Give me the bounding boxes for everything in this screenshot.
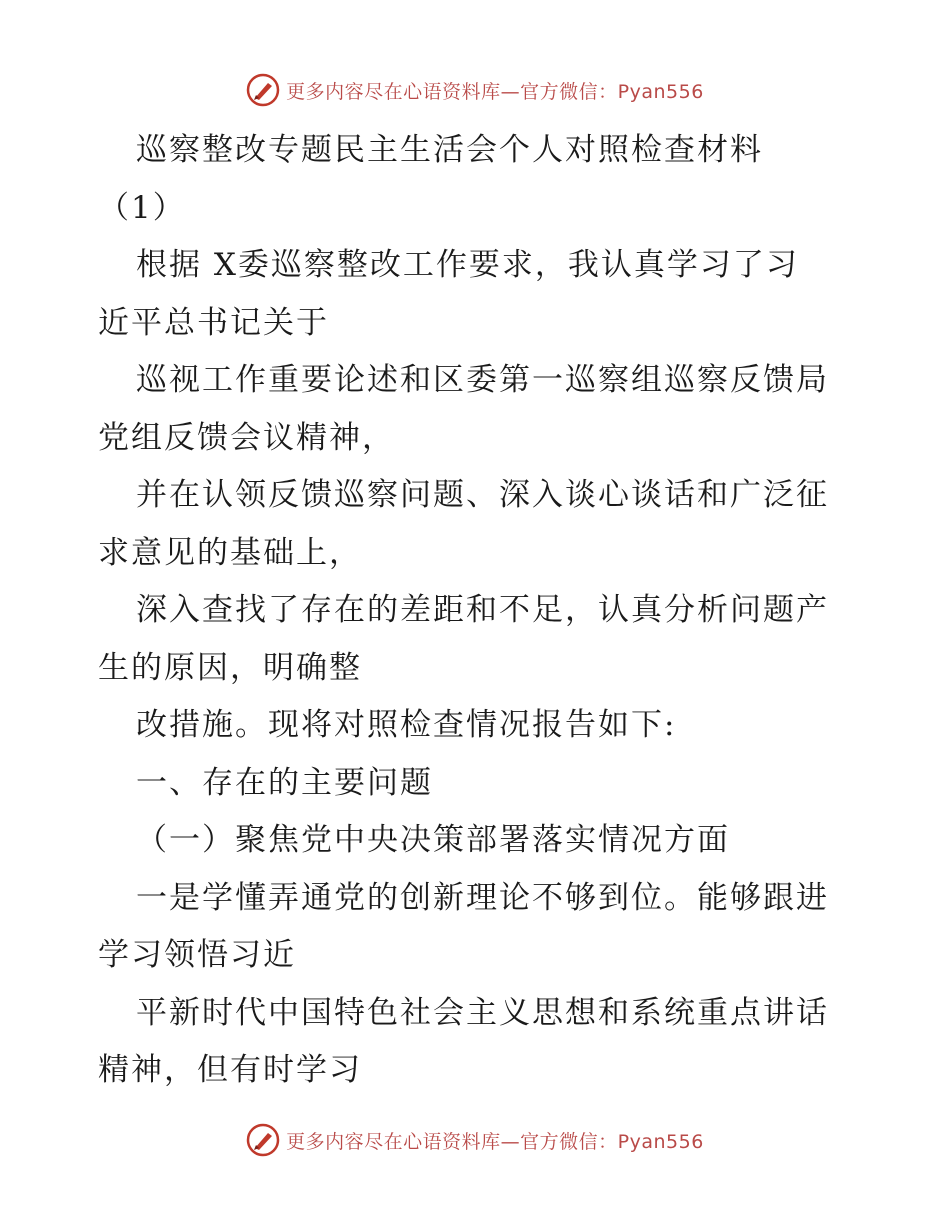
pen-logo-icon (246, 1123, 280, 1157)
pen-logo-icon (246, 73, 280, 107)
doc-line-16: 平新时代中国特色社会主义思想和系统重点讲话 (136, 994, 829, 1031)
doc-line-7: 并在认领反馈巡察问题、深入谈心谈话和广泛征 (136, 477, 829, 513)
document-body (98, 122, 853, 1100)
watermark-text: 更多内容尽在心语资料库—官方微信：Pyan556 (286, 80, 704, 103)
doc-line-6: 党组反馈会议精神， (98, 419, 395, 456)
doc-line-15: 学习领悟习近 (98, 937, 296, 973)
header-watermark (0, 70, 950, 110)
doc-line-1: 巡察整改专题民主生活会个人对照检查材料 (136, 132, 763, 168)
doc-line-8: 求意见的基础上， (98, 534, 362, 571)
doc-line-2: （1） (98, 189, 186, 226)
doc-line-14: 一是学懂弄通党的创新理论不够到位。能够跟进 (136, 879, 829, 916)
doc-line-3: 根据 X委巡察整改工作要求，我认真学习了习 (136, 247, 799, 283)
doc-line-12: 一、存在的主要问题 (136, 764, 433, 801)
footer-watermark (0, 1120, 950, 1160)
watermark-text: 更多内容尽在心语资料库—官方微信：Pyan556 (286, 1130, 704, 1153)
doc-line-5: 巡视工作重要论述和区委第一巡察组巡察反馈局 (136, 362, 829, 398)
doc-line-9: 深入查找了存在的差距和不足，认真分析问题产 (136, 592, 829, 628)
doc-line-11: 改措施。现将对照检查情况报告如下: (136, 707, 677, 743)
doc-line-10: 生的原因，明确整 (98, 649, 362, 686)
doc-line-13: （一）聚焦党中央决策部署落实情况方面 (136, 822, 730, 858)
doc-line-4: 近平总书记关于 (98, 304, 329, 341)
doc-line-17: 精神，但有时学习 (98, 1052, 362, 1088)
